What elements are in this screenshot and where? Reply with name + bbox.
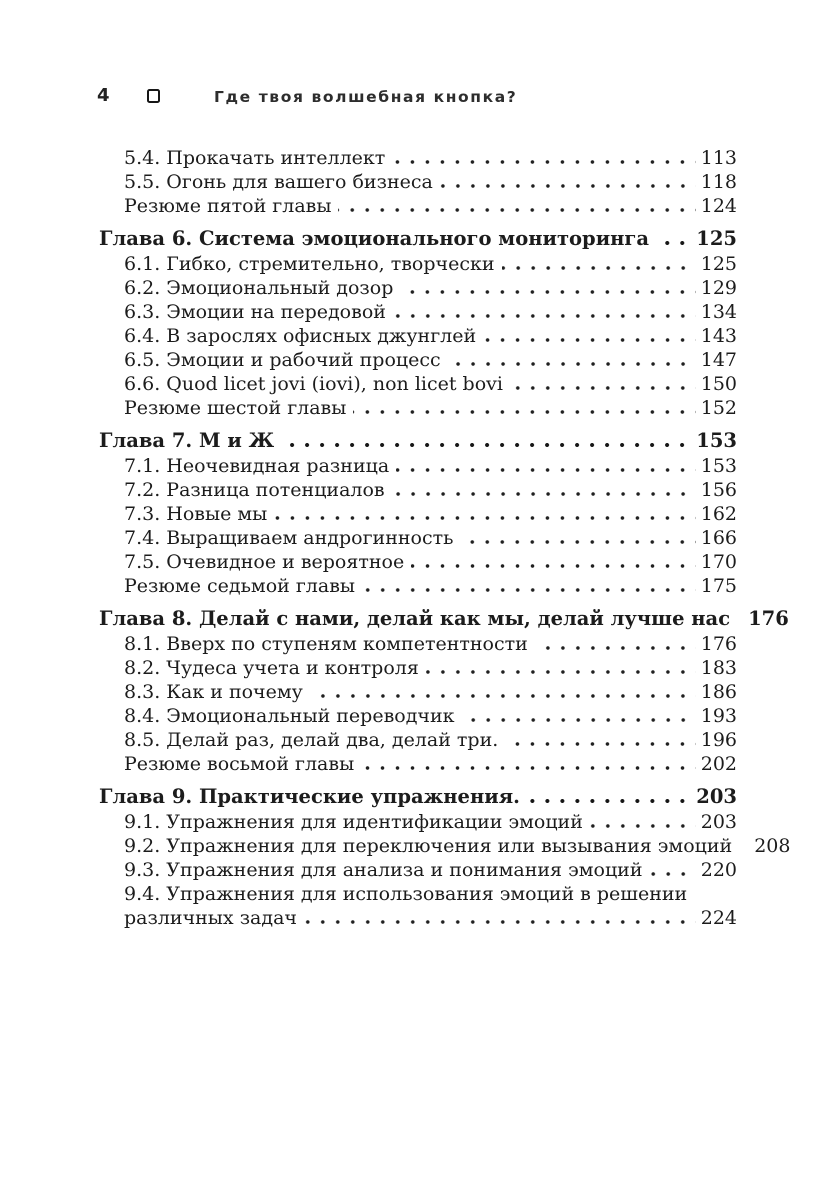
toc-entry [99,300,737,324]
toc-entry-title: Резюме пятой главы [124,195,332,217]
toc-entry-title: 6.1. Гибко, стремительно, творчески [124,253,495,275]
toc-entry [99,396,737,420]
toc-entry-page: 186 [700,681,737,703]
toc-entry [99,454,737,478]
toc-entry-page: 220 [700,859,737,881]
toc-entry [99,324,737,348]
toc-entry-page: 208 [754,835,791,857]
running-title: Где твоя волшебная кнопка? [214,88,518,106]
toc-chapter-entry [99,429,737,453]
toc-entry [99,752,737,776]
toc-entry [99,252,737,276]
dot-leader [274,516,695,520]
toc-entry-title: 7.3. Новые мы [124,503,268,525]
toc-entry [99,170,737,194]
dot-leader [362,588,696,592]
toc-entry-title: 8.1. Вверх по ступеням компетентности [124,633,528,655]
dot-leader [304,920,696,924]
toc-chapter-entry [99,607,789,631]
toc-entry-title: 6.2. Эмоциональный дозор [124,277,394,299]
toc-entry-page: 125 [700,253,737,275]
dot-leader [656,241,695,245]
toc-entry-page: 147 [700,349,737,371]
toc-entry-page: 162 [700,503,737,525]
toc-entry-page: 224 [700,907,737,929]
toc-entry-page: 202 [700,753,737,775]
dot-leader [483,338,696,342]
toc-entry-title: 9.4. Упражнения для использования эмоций в решении [124,883,688,905]
toc-entry-page: 153 [696,429,737,452]
toc-entry [99,728,737,752]
dot-leader [426,670,696,674]
dot-leader [650,872,696,876]
dot-leader [510,386,696,390]
dot-leader [310,694,696,698]
dot-leader [393,314,696,318]
dot-leader [392,160,695,164]
dot-leader [448,362,696,366]
toc-entry-title: Резюме шестой главы [124,397,347,419]
toc-entry [99,478,737,502]
toc-entry [99,704,737,728]
toc-entry-page: 125 [696,227,737,250]
toc-entry-title: 9.2. Упражнения для переключения или вызывания эмоций [124,835,733,857]
dot-leader [396,468,696,472]
toc-entry-page: 166 [700,527,737,549]
page-number: 4 [97,85,110,106]
dot-leader [392,492,696,496]
dot-leader [527,799,695,803]
toc-entry-title: Глава 7. М и Ж [99,429,275,452]
toc-entry-page: 124 [700,195,737,217]
dot-leader [338,208,695,212]
toc-entry-title: Резюме седьмой главы [124,575,356,597]
toc-entry-page: 129 [700,277,737,299]
dot-leader [411,564,696,568]
toc-entry-title: Резюме восьмой главы [124,753,355,775]
toc-entry [99,502,737,526]
toc-entry-page: 134 [700,301,737,323]
toc-entry-page: 193 [700,705,737,727]
toc-entry-page: 152 [700,397,737,419]
toc-entry [99,276,737,300]
page-header [0,86,817,108]
toc-entry [99,810,737,834]
toc-entry [99,574,737,598]
toc-entry-title: 7.5. Очевидное и вероятное [124,551,405,573]
toc-entry-page: 176 [748,607,789,630]
toc-entry-title: 5.4. Прокачать интеллект [124,147,386,169]
toc-entry-title: 8.5. Делай раз, делай два, делай три. [124,729,499,751]
toc-entry-page: 170 [700,551,737,573]
dot-leader [281,443,695,447]
toc-entry [99,194,737,218]
dot-leader [353,410,695,414]
toc-entry [99,858,737,882]
toc-entry-title: 7.1. Неочевидная разница [124,455,390,477]
toc-entry-title: 7.2. Разница потенциалов [124,479,385,501]
toc-chapter-entry [99,785,737,809]
toc-entry [99,372,737,396]
toc-entry-page: 176 [700,633,737,655]
toc-entry [99,632,737,656]
dot-leader [590,824,696,828]
toc-entry [99,834,791,858]
toc-entry-page: 113 [700,147,737,169]
toc-entry-title: 6.5. Эмоции и рабочий процесс [124,349,441,371]
toc-entry-page: 118 [700,171,737,193]
toc-entry-page: 143 [700,325,737,347]
dot-leader [361,766,696,770]
toc-entry-title: Глава 9. Практические упражнения. [99,785,520,808]
dot-leader [739,848,749,852]
toc-entry-page: 203 [700,811,737,833]
dot-leader [400,290,695,294]
dot-leader [440,184,696,188]
dot-leader [737,621,747,625]
toc-entry [99,146,737,170]
toc-entry-title: 6.4. В зарослях офисных джунглей [124,325,477,347]
toc-entry [99,348,737,372]
toc-chapter-entry [99,227,737,251]
toc-entry-title: 6.6. Quod licet jovi (iovi), non licet bovi [124,373,503,395]
toc-entry-page: 203 [696,785,737,808]
table-of-contents [99,146,791,930]
toc-entry-title: 6.3. Эмоции на передовой [124,301,386,323]
toc-entry [99,526,737,550]
toc-entry-title: 8.2. Чудеса учета и контроля [124,657,419,679]
toc-entry-title: 9.1. Упражнения для идентификации эмоций [124,811,583,833]
toc-entry [99,550,737,574]
toc-entry [99,906,737,930]
square-bullet-icon [147,89,160,103]
toc-entry-title: Глава 6. Система эмоционального мониторинга [99,227,650,250]
dot-leader [502,266,696,270]
dot-leader [462,718,696,722]
toc-entry-title: Глава 8. Делай с нами, делай как мы, делай лучше нас [99,607,731,630]
toc-entry-page: 153 [700,455,737,477]
dot-leader [505,742,695,746]
toc-entry-title: 5.5. Огонь для вашего бизнеса [124,171,433,193]
dot-leader [535,646,696,650]
toc-entry-page: 183 [700,657,737,679]
toc-entry-page: 175 [700,575,737,597]
toc-entry-page: 156 [700,479,737,501]
toc-entry-title: различных задач [124,907,297,929]
dot-leader [460,540,695,544]
toc-entry [99,656,737,680]
toc-entry [99,882,737,906]
toc-entry-title: 8.3. Как и почему [124,681,303,703]
toc-entry-title: 8.4. Эмоциональный переводчик [124,705,455,727]
toc-entry-page: 150 [700,373,737,395]
toc-entry [99,680,737,704]
toc-entry-page: 196 [700,729,737,751]
toc-entry-title: 7.4. Выращиваем андрогинность [124,527,454,549]
toc-entry-title: 9.3. Упражнения для анализа и понимания эмоций [124,859,643,881]
